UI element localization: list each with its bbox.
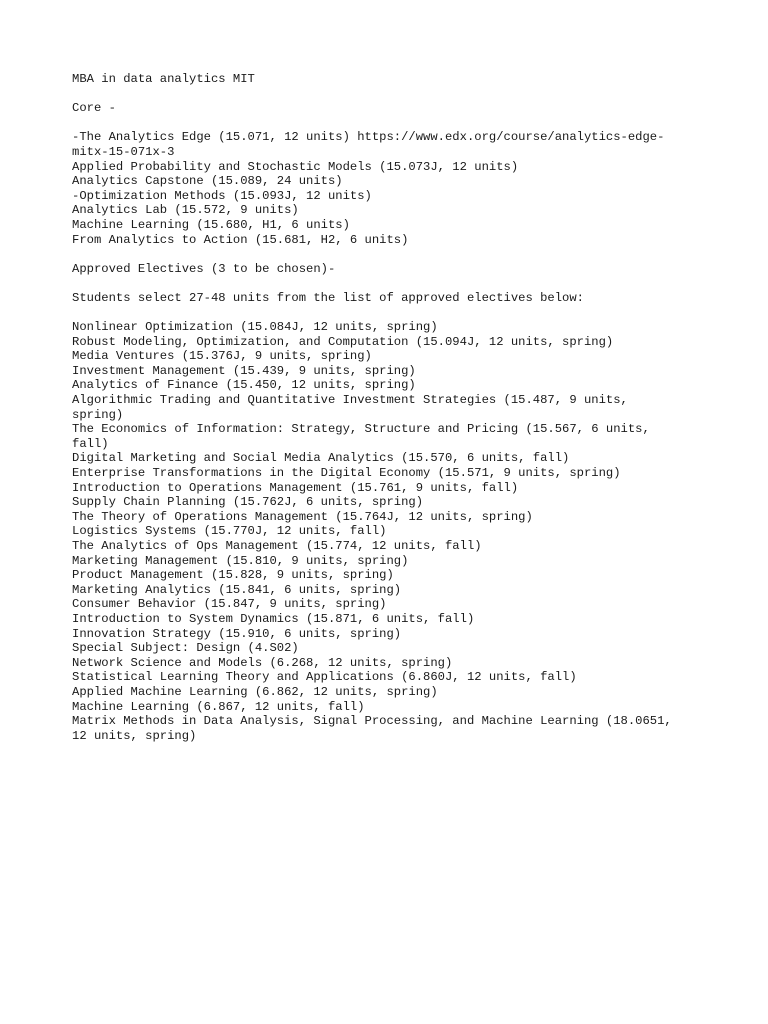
elective-course-item: Algorithmic Trading and Quantitative Investment Strategies (15.487, 9 units, xyxy=(72,393,628,408)
core-course-item: From Analytics to Action (15.681, H2, 6 units) xyxy=(72,232,409,247)
elective-course-item: Introduction to System Dynamics (15.871, 6 units, fall) xyxy=(72,611,475,626)
elective-course-item: Enterprise Transformations in the Digital Economy (15.571, 9 units, spring) xyxy=(72,466,621,481)
elective-course-list xyxy=(72,320,702,743)
core-course-item: Analytics Capstone (15.089, 24 units) xyxy=(72,174,343,189)
elective-course-item: Special Subject: Design (4.S02) xyxy=(72,641,299,656)
electives-intro: Students select 27-48 units from the list of approved electives below: xyxy=(72,290,584,305)
elective-course-item: spring) xyxy=(72,407,124,422)
elective-course-item: The Theory of Operations Management (15.764J, 12 units, spring) xyxy=(72,509,533,524)
elective-course-item: Supply Chain Planning (15.762J, 6 units, spring) xyxy=(72,495,424,510)
elective-course-item: Nonlinear Optimization (15.084J, 12 units, spring) xyxy=(72,320,438,335)
elective-course-item: 12 units, spring) xyxy=(72,728,197,743)
elective-course-item: Product Management (15.828, 9 units, spring) xyxy=(72,568,394,583)
core-course-item: -Optimization Methods (15.093J, 12 units) xyxy=(72,188,372,203)
spacer xyxy=(72,306,702,321)
elective-course-item: Media Ventures (15.376J, 9 units, spring) xyxy=(72,349,372,364)
elective-course-item: Matrix Methods in Data Analysis, Signal Processing, and Machine Learning (18.0651, xyxy=(72,714,672,729)
elective-course-item: Investment Management (15.439, 9 units, spring) xyxy=(72,363,416,378)
elective-course-item: Marketing Management (15.810, 9 units, spring) xyxy=(72,553,409,568)
elective-course-item: Statistical Learning Theory and Applications (6.860J, 12 units, fall) xyxy=(72,670,577,685)
elective-course-item: Machine Learning (6.867, 12 units, fall) xyxy=(72,699,365,714)
spacer xyxy=(72,116,702,131)
spacer xyxy=(72,247,702,262)
document-page xyxy=(72,72,702,743)
spacer xyxy=(72,87,702,102)
document-title: MBA in data analytics MIT xyxy=(72,72,255,86)
elective-course-item: Analytics of Finance (15.450, 12 units, spring) xyxy=(72,378,416,393)
core-course-item: Machine Learning (15.680, H1, 6 units) xyxy=(72,217,350,232)
core-heading: Core - xyxy=(72,101,116,116)
elective-course-item: Introduction to Operations Management (15.761, 9 units, fall) xyxy=(72,480,519,495)
core-course-list xyxy=(72,130,702,247)
elective-course-item: fall) xyxy=(72,436,109,451)
elective-course-item: Applied Machine Learning (6.862, 12 units, spring) xyxy=(72,684,438,699)
elective-course-item: The Analytics of Ops Management (15.774, 12 units, fall) xyxy=(72,539,482,553)
elective-course-item: Innovation Strategy (15.910, 6 units, spring) xyxy=(72,626,402,641)
core-course-item: Applied Probability and Stochastic Models (15.073J, 12 units) xyxy=(72,159,519,174)
core-course-item: mitx-15-071x-3 xyxy=(72,144,175,159)
elective-course-item: Network Science and Models (6.268, 12 units, spring) xyxy=(72,655,453,670)
elective-course-item: Consumer Behavior (15.847, 9 units, spring) xyxy=(72,597,387,612)
electives-heading: Approved Electives (3 to be chosen)- xyxy=(72,261,336,276)
elective-course-item: Robust Modeling, Optimization, and Computation (15.094J, 12 units, spring) xyxy=(72,334,614,349)
elective-course-item: Marketing Analytics (15.841, 6 units, spring) xyxy=(72,582,402,597)
spacer xyxy=(72,276,702,291)
core-course-item: -The Analytics Edge (15.071, 12 units) https://www.edx.org/course/analytics-edge- xyxy=(72,130,665,145)
core-course-item: Analytics Lab (15.572, 9 units) xyxy=(72,203,299,218)
elective-course-item: Digital Marketing and Social Media Analytics (15.570, 6 units, fall) xyxy=(72,451,570,466)
elective-course-item: Logistics Systems (15.770J, 12 units, fall) xyxy=(72,524,387,539)
elective-course-item: The Economics of Information: Strategy, Structure and Pricing (15.567, 6 units, xyxy=(72,422,650,437)
